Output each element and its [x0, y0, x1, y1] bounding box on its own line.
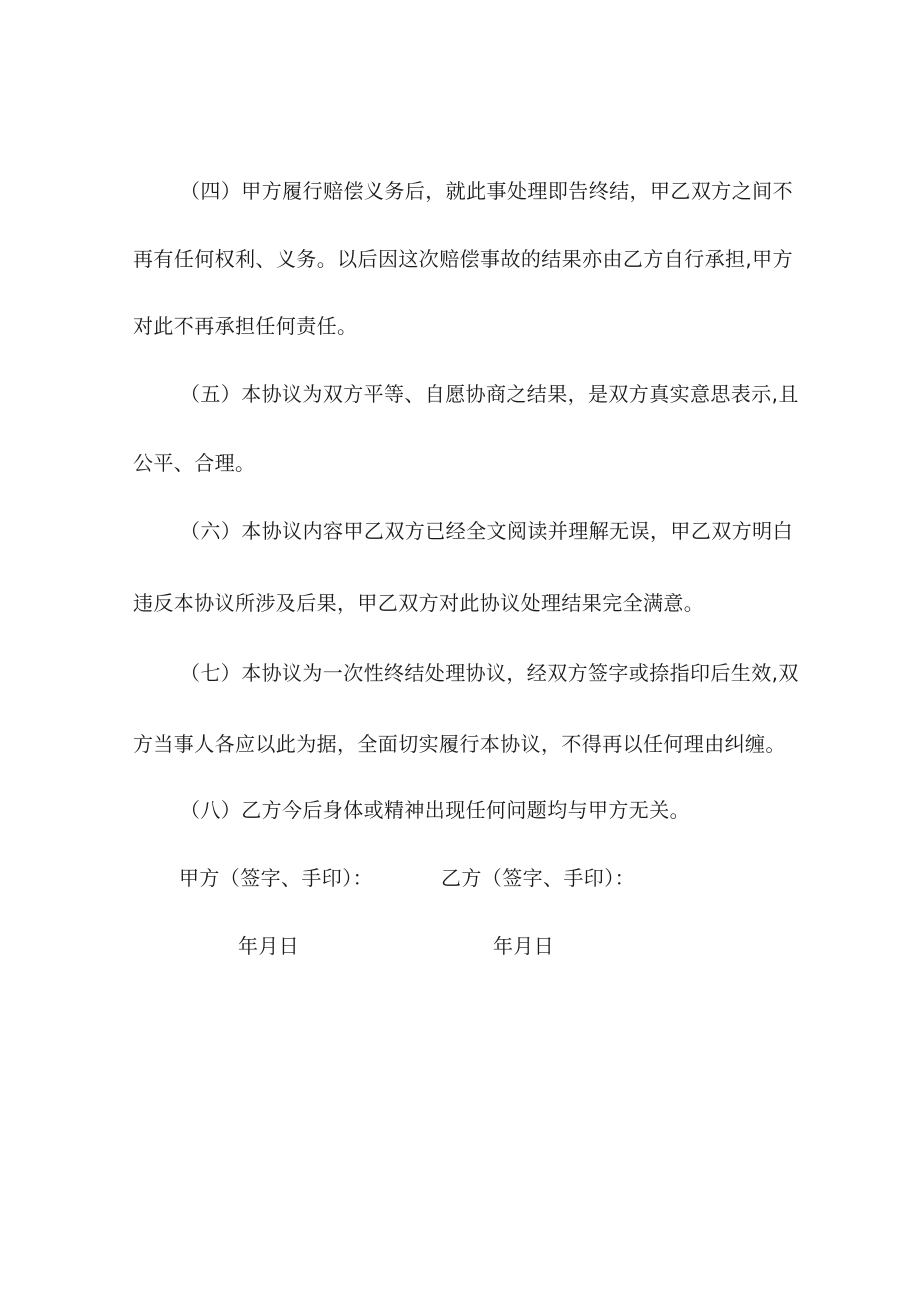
paragraph-4-line-3: 对此不再承担任何责任。 — [133, 314, 358, 338]
paragraph-6-line-2: 违反本协议所涉及后果，甲乙双方对此协议处理结果完全满意。 — [133, 591, 705, 615]
paragraph-5-line-2: 公平、合理。 — [133, 451, 256, 475]
paragraph-4-line-1: （四）甲方履行赔偿义务后，就此事处理即告终结，甲乙双方之间不 — [180, 179, 793, 203]
party-b-signature-label: 乙方（签字、手印）： — [441, 866, 635, 890]
paragraph-5-line-1: （五）本协议为双方平等、自愿协商之结果，是双方真实意思表示,且 — [180, 382, 799, 406]
paragraph-7-line-1: （七）本协议为一次性终结处理协议，经双方签字或捺指印后生效,双 — [180, 661, 799, 685]
paragraph-8-line-1: （八）乙方今后身体或精神出现任何问题均与甲方无关。 — [180, 798, 690, 822]
party-a-signature-label: 甲方（签字、手印）： — [179, 866, 373, 890]
party-b-date: 年月日 — [493, 934, 555, 958]
party-a-date: 年月日 — [238, 934, 300, 958]
paragraph-4-line-2: 再有任何权利、义务。以后因这次赔偿事故的结果亦由乙方自行承担,甲方 — [133, 247, 793, 271]
paragraph-7-line-2: 方当事人各应以此为据，全面切实履行本协议，不得再以任何理由纠缠。 — [133, 732, 786, 756]
paragraph-6-line-1: （六）本协议内容甲乙双方已经全文阅读并理解无误，甲乙双方明白 — [180, 519, 793, 543]
